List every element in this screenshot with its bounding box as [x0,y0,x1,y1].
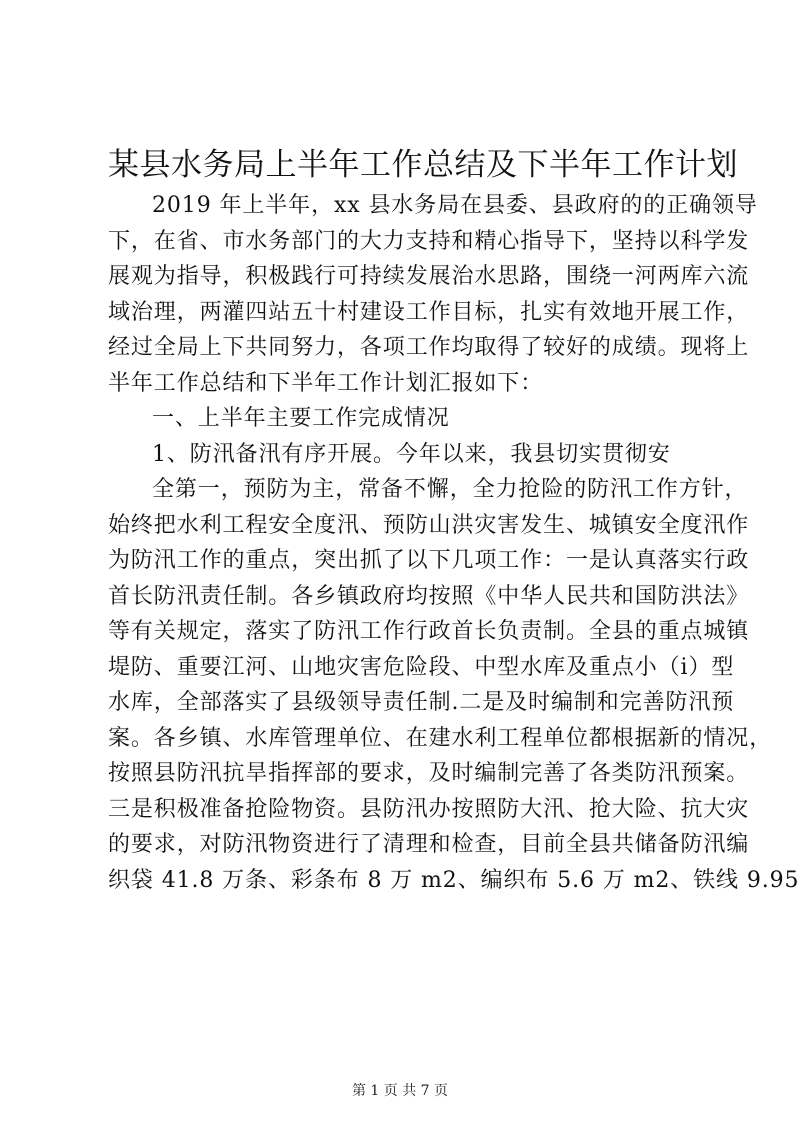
page-number-indicator: 第 1 页 共 7 页 [351,1083,449,1099]
page-footer [0,1081,800,1101]
paragraph-line: 等有关规定，落实了防汛工作行政首长负责制。全县的重点城镇 [108,619,750,644]
paragraph-line: 域治理，两灌四站五十村建设工作目标，扎实有效地开展工作， [108,299,750,325]
paragraph-line: 织袋 41.8 万条、彩条布 8 万 m2、编织布 5.6 万 m2、铁线 9.95 [108,867,800,893]
paragraph-line: 首长防汛责任制。各乡镇政府均按照《中华人民共和国防洪法》 [108,583,750,609]
paragraph-line: 半年工作总结和下半年工作计划汇报如下： [108,370,544,396]
paragraph-line: 水库，全部落实了县级领导责任制.二是及时编制和完善防汛预 [108,690,735,715]
paragraph-line: 始终把水利工程安全度汛、预防山洪灾害发生、城镇安全度汛作 [108,512,750,538]
paragraph-line: 2019 年上半年，xx 县水务局在县委、县政府的的正确领导 [152,193,758,218]
document-body [108,188,800,898]
paragraph-line: 案。各乡镇、水库管理单位、在建水利工程单位都根据新的情况， [108,725,773,751]
paragraph-line: 堤防、重要江河、山地灾害危险段、中型水库及重点小（i）型 [108,654,735,680]
section-heading: 一、上半年主要工作完成情况 [152,406,450,431]
paragraph-line: 下，在省、市水务部门的大力支持和精心指导下，坚持以科学发 [108,228,750,254]
paragraph-line: 按照县防汛抗旱指挥部的要求，及时编制完善了各类防汛预案。 [108,761,750,786]
paragraph-line: 经过全局上下共同努力，各项工作均取得了较好的成绩。现将上 [108,335,750,360]
paragraph-line: 展观为指导，积极践行可持续发展治水思路，围绕一河两库六流 [108,264,750,289]
paragraph-line: 三是积极准备抢险物资。县防汛办按照防大汛、抢大险、抗大灾 [108,796,750,822]
subsection-heading: 1、防汛备汛有序开展。今年以来，我县切实贯彻安 [152,441,671,467]
paragraph-line: 的要求，对防汛物资进行了清理和检查，目前全县共储备防汛编 [108,832,750,857]
document-title: 某县水务局上半年工作总结及下半年工作计划 [108,147,738,183]
paragraph-line: 为防汛工作的重点，突出抓了以下几项工作：一是认真落实行政 [108,548,750,573]
paragraph-line: 全第一，预防为主，常备不懈，全力抢险的防汛工作方针， [152,477,748,502]
